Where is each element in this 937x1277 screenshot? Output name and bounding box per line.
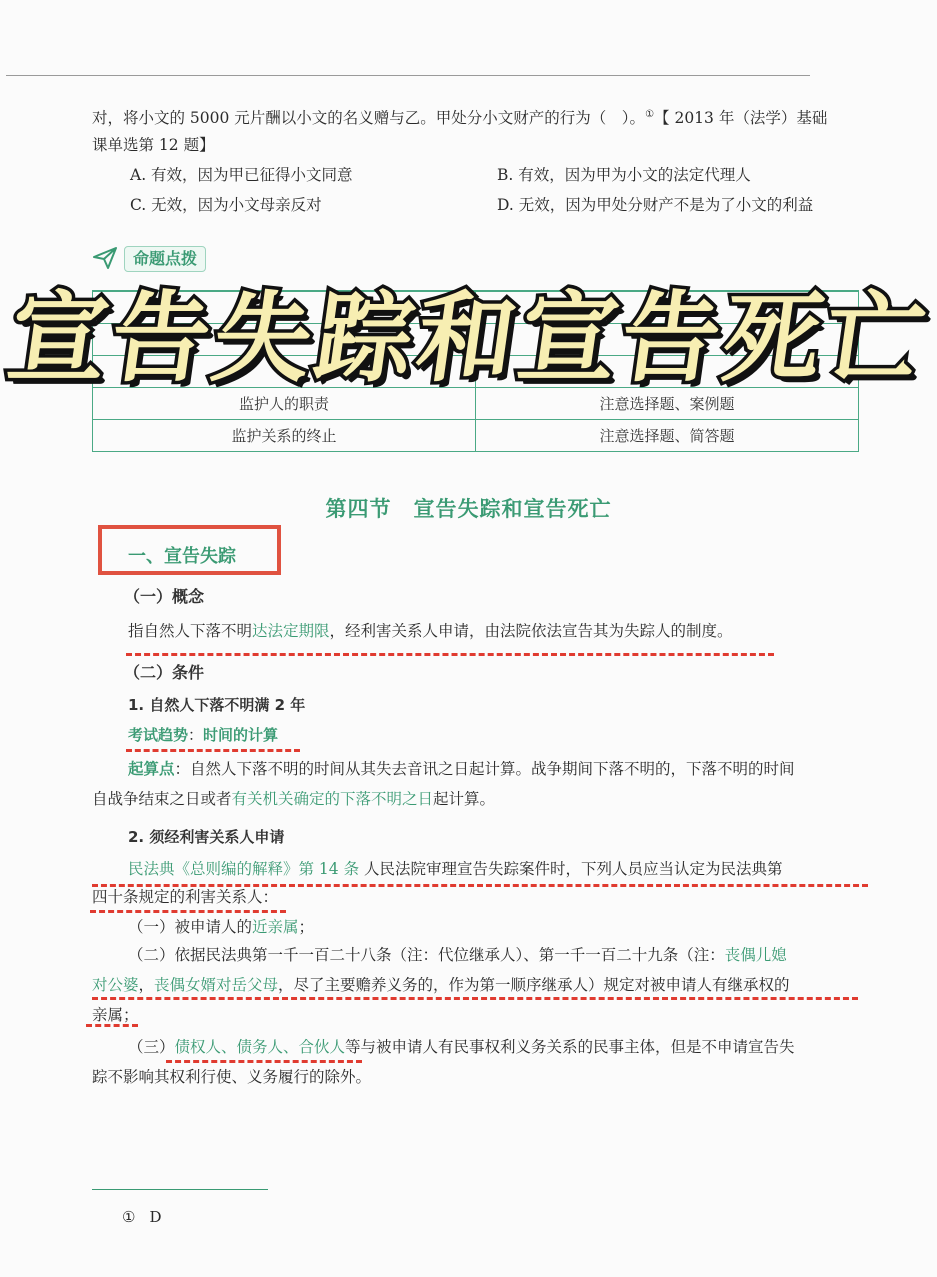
table-row [93, 420, 859, 452]
item-2-line-1 [128, 942, 787, 968]
dashed-underline [90, 910, 286, 913]
item1-pre: （一）被申请人的 [128, 918, 253, 936]
dashed-underline [86, 1024, 138, 1027]
table-cell: 注意选择题、案例题 [476, 388, 859, 420]
item-2-line-3: 亲属； [92, 1006, 139, 1024]
start-point-line [128, 756, 795, 782]
footnote [122, 1208, 161, 1226]
item2-term2: 对公婆 [92, 976, 139, 994]
title-banner: 宣告失踪和宣告死亡 [1, 282, 936, 396]
conditions-heading: （二）条件 [124, 663, 205, 682]
law-line-1 [128, 856, 783, 882]
item2-mid: ，尽了主要赡养义务的，作为第一顺序继承人）规定对被申请人有继承权的 [278, 976, 790, 994]
item3-pre: （三） [128, 1038, 175, 1056]
dashed-underline [126, 653, 774, 656]
dashed-underline [126, 749, 300, 752]
item3-post: 等与被申请人有民事权利义务关系的民事主体，但是不申请宣告失 [345, 1038, 795, 1056]
concept-text [128, 618, 733, 644]
table-cell: 监护关系的终止 [93, 420, 476, 452]
law-text: 人民法院审理宣告失踪案件时，下列人员应当认定为民法典第 [359, 860, 783, 878]
table-cell: 注意选择题、简答题 [476, 420, 859, 452]
paper-plane-icon [92, 246, 118, 274]
line2-term: 有关机关确定的下落不明之日 [231, 790, 434, 808]
item2-sep: ， [138, 976, 155, 994]
option-a: A. 有效，因为甲已征得小文同意 [130, 166, 353, 184]
footnote-marker: ① [645, 109, 655, 120]
option-b: B. 有效，因为甲为小文的法定代理人 [497, 166, 751, 184]
concept-term: 达法定期限 [252, 622, 330, 640]
condition-1-title: 1. 自然人下落不明满 2 年 [128, 696, 306, 714]
trend-colon: ： [188, 726, 204, 744]
item3-term: 债权人、债务人、合伙人 [174, 1038, 346, 1056]
top-rule [6, 75, 810, 76]
concept-post: ，经利害关系人申请，由法院依法宣告其为失踪人的制度。 [329, 622, 733, 640]
subsection-heading: 一、宣告失踪 [128, 546, 236, 567]
item-1 [128, 914, 314, 940]
option-c: C. 无效，因为小文母亲反对 [130, 196, 322, 214]
law-reference: 民法典《总则编的解释》第 14 条 [128, 860, 360, 878]
item1-post: ； [298, 918, 315, 936]
table-cell: 监护人的职责 [93, 388, 476, 420]
option-d: D. 无效，因为甲处分财产不是为了小文的利益 [497, 196, 814, 214]
concept-pre: 指自然人下落不明 [128, 622, 253, 640]
trend-value: 时间的计算 [203, 726, 279, 744]
question-source: 【 2013 年（法学）基础 [654, 109, 828, 128]
condition-2-title: 2. 须经利害关系人申请 [128, 828, 285, 846]
item2-pre: （二）依据民法典第一千一百二十八条（注：代位继承人）、第一千一百二十九条（注： [128, 946, 725, 964]
trend-line [128, 724, 278, 745]
footnote-mark: ① [122, 1208, 136, 1226]
concept-heading: （一）概念 [124, 587, 205, 606]
footnote-rule [92, 1189, 268, 1190]
start-point-line-2 [92, 786, 495, 812]
dashed-underline [92, 997, 858, 1000]
start-label: 起算点 [128, 760, 175, 778]
item-3-line-1 [128, 1034, 795, 1060]
trend-label: 考试趋势 [128, 726, 189, 744]
dashed-underline [166, 1060, 362, 1063]
footnote-text: D [149, 1208, 162, 1226]
question-line-1 [92, 102, 872, 131]
line2-post: 起计算。 [433, 790, 496, 808]
law-line-2: 四十条规定的利害关系人： [92, 888, 279, 906]
item2-term3: 丧偶女婿对岳父母 [154, 976, 279, 994]
item2-term1: 丧偶儿媳 [724, 946, 787, 964]
tip-label: 命题点拨 [124, 246, 206, 272]
line2-pre: 自战争结束之日或者 [92, 790, 232, 808]
item-2-line-2 [92, 972, 790, 998]
item-3-line-2: 踪不影响其权利行使、义务履行的除外。 [92, 1068, 372, 1086]
question-line-2: 课单选第 12 题】 [92, 136, 215, 154]
start-text: ：自然人下落不明的时间从其失去音讯之日起计算。战争期间下落不明的，下落不明的时间 [174, 760, 795, 778]
question-text: 对，将小文的 5000 元片酬以小文的名义赠与乙。甲处分小文财产的行为（ ）。 [92, 109, 646, 128]
section-title: 第四节 宣告失踪和宣告死亡 [325, 496, 612, 521]
item1-term: 近亲属 [252, 918, 299, 936]
